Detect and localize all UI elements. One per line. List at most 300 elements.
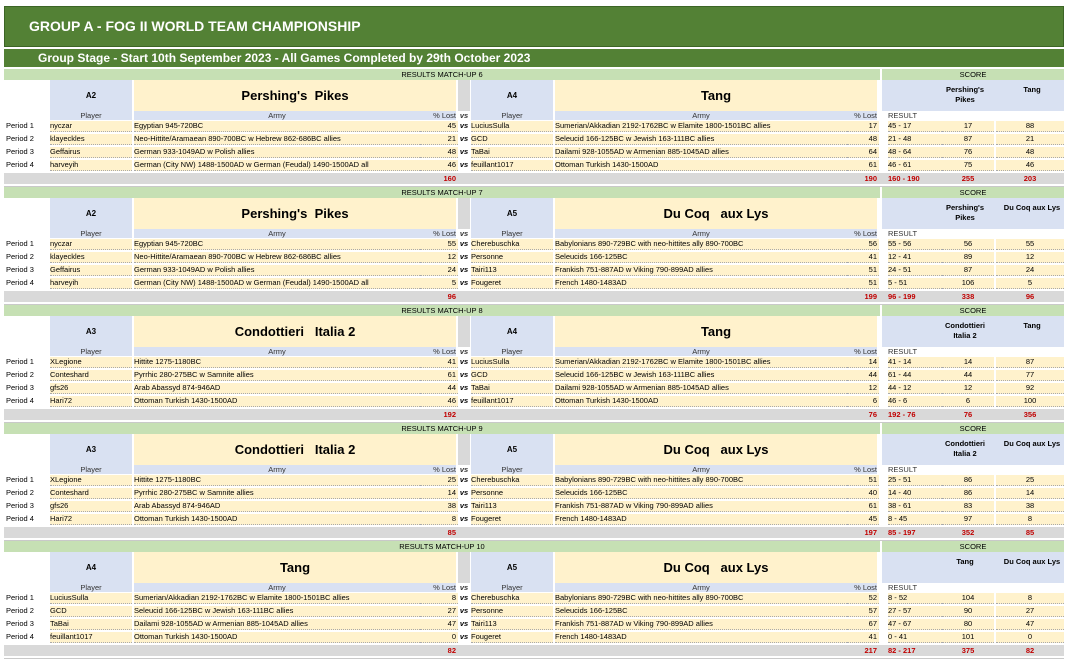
total-score-b: 82 [1025,646,1035,655]
col-result: RESULT [888,229,942,238]
total-result: 82 - 217 [888,646,916,655]
period-label: Period 2 [6,488,34,497]
vs-label: vs [459,619,469,628]
table-row [4,606,1064,616]
player-a: TaBai [50,619,132,630]
col-player-b: Player [471,347,553,356]
vs-gap [458,198,470,229]
army-a: German (City NW) 1488-1500AD w German (Feudal) 1490-1500AD all [134,278,420,289]
score-header: SCORE [882,541,1064,552]
match-header: RESULTS MATCH-UP 10 [4,541,880,552]
vs-gap [458,434,470,465]
score-a-value: 56 [942,239,994,250]
army-a: Hittite 1275-1180BC [134,475,420,486]
army-a: Egyptian 945-720BC [134,121,420,132]
player-b: Personne [471,252,553,263]
army-b: Sumerian/Akkadian 2192-1762BC w Elamite 1800-1501BC allies [555,357,847,368]
total-result: 192 - 76 [888,410,916,419]
table-row [4,383,1064,393]
lost-a: 5 [420,278,458,289]
player-b: Fougeret [471,514,553,525]
player-a: klayeckles [50,252,132,263]
total-lost-a: 82 [447,646,456,655]
match-header: RESULTS MATCH-UP 9 [4,423,880,434]
army-b: Sumerian/Akkadian 2192-1762BC w Elamite 1800-1501BC allies [555,121,847,132]
table-row [4,147,1064,157]
score-b-value: 24 [996,265,1064,276]
player-b: Fougeret [471,278,553,289]
score-a-value: 87 [942,134,994,145]
score-a-value: 44 [942,370,994,381]
total-score-a: 352 [961,528,975,537]
army-b: Babylonians 890-729BC with neo-hittites ally 890-700BC [555,475,847,486]
match-block [4,187,1064,305]
col-army-b: Army [555,465,847,474]
col-army-a: Army [134,111,420,120]
score-b-value: 21 [996,134,1064,145]
period-label: Period 1 [6,475,34,484]
matches-container [4,69,1064,659]
table-row [4,475,1064,485]
lost-b: 51 [847,278,879,289]
result-value: 44 - 12 [888,383,942,394]
score-a-value: 90 [942,606,994,617]
result-value: 46 - 61 [888,160,942,171]
period-label: Period 3 [6,501,34,510]
lost-b: 41 [847,252,879,263]
vs-label: vs [459,501,469,510]
army-a: Ottoman Turkish 1430-1500AD [134,632,420,643]
period-label: Period 1 [6,121,34,130]
col-lost-b: % Lost [847,465,877,474]
army-a: Neo-Hittite/Aramaean 890-700BC w Hebrew 862-686BC allies [134,252,420,263]
player-b: Tairi113 [471,501,553,512]
col-vs: vs [459,229,469,238]
lost-b: 67 [847,619,879,630]
score-header: SCORE [882,69,1064,80]
col-lost-a: % Lost [420,229,456,238]
lost-b: 45 [847,514,879,525]
score-a-value: 104 [942,593,994,604]
table-row [4,501,1064,511]
score-a-value: 75 [942,160,994,171]
army-a: German 933-1049AD w Polish allies [134,147,420,158]
vs-label: vs [459,134,469,143]
col-lost-b: % Lost [847,111,877,120]
match-header: RESULTS MATCH-UP 8 [4,305,880,316]
score-b-value: 38 [996,501,1064,512]
lost-a: 48 [420,147,458,158]
result-value: 47 - 67 [888,619,942,630]
score-b-value: 12 [996,252,1064,263]
score-a-value: 106 [942,278,994,289]
total-lost-b: 197 [864,528,877,537]
score-b-value: 14 [996,488,1064,499]
army-b: Dailami 928-1055AD w Armenian 885-1045AD allies [555,147,847,158]
result-value: 61 - 44 [888,370,942,381]
period-label: Period 3 [6,383,34,392]
lost-b: 56 [847,239,879,250]
col-lost-a: % Lost [420,583,456,592]
score-a-value: 14 [942,357,994,368]
army-b: Seleucids 166-125BC [555,252,847,263]
period-label: Period 3 [6,619,34,628]
page-subtitle: Group Stage - Start 10th September 2023 - All Games Completed by 29th October 2023 [38,51,531,65]
total-lost-a: 85 [447,528,456,537]
army-b: Seleucids 166-125BC [555,606,847,617]
player-a: gfs26 [50,501,132,512]
total-score-a: 338 [961,292,975,301]
total-score-a: 76 [963,410,973,419]
score-a-value: 12 [942,383,994,394]
lost-a: 38 [420,501,458,512]
lost-b: 51 [847,265,879,276]
score-a-value: 87 [942,265,994,276]
totals-row [4,291,1064,302]
team-b-name: Tang [555,316,877,347]
vs-label: vs [459,265,469,274]
table-row [4,265,1064,275]
col-army-a: Army [134,229,420,238]
score-b-value: 47 [996,619,1064,630]
table-row [4,514,1064,524]
player-b: Tairi113 [471,265,553,276]
col-vs: vs [459,465,469,474]
col-army-b: Army [555,347,847,356]
result-value: 5 - 51 [888,278,942,289]
lost-a: 25 [420,475,458,486]
period-label: Period 2 [6,606,34,615]
lost-a: 44 [420,383,458,394]
army-a: German (City NW) 1488-1500AD w German (Feudal) 1490-1500AD all [134,160,420,171]
score-team-header [882,80,1064,111]
total-lost-a: 96 [447,292,456,301]
player-b: Personne [471,488,553,499]
total-lost-b: 199 [864,292,877,301]
result-value: 0 - 41 [888,632,942,643]
col-player-b: Player [471,229,553,238]
player-b: Cherebuschka [471,475,553,486]
col-lost-b: % Lost [847,347,877,356]
score-team-b-label: Du Coq aux Lys [1003,557,1061,566]
period-label: Period 2 [6,370,34,379]
col-player-a: Player [50,583,132,592]
vs-gap [458,552,470,583]
score-b-value: 8 [996,514,1064,525]
team-a-code: A2 [50,198,132,229]
lost-a: 27 [420,606,458,617]
team-b-name: Du Coq aux Lys [555,434,877,465]
player-a: Hari72 [50,514,132,525]
score-b-value: 77 [996,370,1064,381]
period-label: Period 2 [6,252,34,261]
army-b: Seleucids 166-125BC [555,488,847,499]
score-header: SCORE [882,187,1064,198]
total-score-b: 203 [1023,174,1037,183]
col-lost-a: % Lost [420,347,456,356]
score-a-value: 97 [942,514,994,525]
team-a-code: A4 [50,552,132,583]
total-result: 96 - 199 [888,292,916,301]
score-team-b-label: Tang [1023,321,1041,330]
vs-gap [458,316,470,347]
army-b: Frankish 751-887AD w Viking 790-899AD allies [555,501,847,512]
lost-b: 52 [847,593,879,604]
player-a: Conteshard [50,370,132,381]
player-b: TaBai [471,383,553,394]
lost-b: 12 [847,383,879,394]
total-lost-b: 217 [864,646,877,655]
score-team-a-label: Tang [956,557,974,566]
player-a: Conteshard [50,488,132,499]
period-label: Period 3 [6,147,34,156]
score-b-value: 88 [996,121,1064,132]
lost-a: 41 [420,357,458,368]
army-b: French 1480-1483AD [555,632,847,643]
team-a-code: A3 [50,316,132,347]
match-header: RESULTS MATCH-UP 7 [4,187,880,198]
period-label: Period 2 [6,134,34,143]
score-a-value: 101 [942,632,994,643]
score-team-a-label: Condottieri Italia 2 [945,439,985,458]
title-bar [4,6,1064,47]
team-b-code: A4 [471,316,553,347]
score-team-b-label: Du Coq aux Lys [1003,203,1061,212]
vs-label: vs [459,475,469,484]
match-block [4,69,1064,187]
score-a-value: 86 [942,475,994,486]
lost-a: 8 [420,593,458,604]
score-team-a-label: Pershing's Pikes [945,85,985,104]
army-b: Frankish 751-887AD w Viking 790-899AD allies [555,265,847,276]
score-b-value: 92 [996,383,1064,394]
army-a: Seleucid 166-125BC w Jewish 163-111BC allies [134,606,420,617]
lost-b: 17 [847,121,879,132]
player-a: nyczar [50,121,132,132]
vs-label: vs [459,488,469,497]
col-army-a: Army [134,347,420,356]
lost-a: 47 [420,619,458,630]
vs-gap [458,80,470,111]
score-b-value: 25 [996,475,1064,486]
lost-a: 46 [420,160,458,171]
army-b: Seleucid 166-125BC w Jewish 163-111BC allies [555,370,847,381]
col-vs: vs [459,583,469,592]
player-a: Geffairus [50,265,132,276]
score-a-value: 83 [942,501,994,512]
army-a: Hittite 1275-1180BC [134,357,420,368]
team-a-name: Condottieri Italia 2 [134,434,456,465]
vs-label: vs [459,632,469,641]
lost-b: 57 [847,606,879,617]
col-army-b: Army [555,111,847,120]
army-a: Sumerian/Akkadian 2192-1762BC w Elamite 1800-1501BC allies [134,593,420,604]
army-b: Babylonians 890-729BC with neo-hittites ally 890-700BC [555,239,847,250]
col-army-b: Army [555,583,847,592]
score-header: SCORE [882,423,1064,434]
table-row [4,252,1064,262]
vs-label: vs [459,147,469,156]
page-title: GROUP A - FOG II WORLD TEAM CHAMPIONSHIP [29,18,361,34]
army-b: Dailami 928-1055AD w Armenian 885-1045AD allies [555,383,847,394]
period-label: Period 1 [6,239,34,248]
score-team-header [882,316,1064,347]
player-a: gfs26 [50,383,132,394]
table-row [4,619,1064,629]
col-lost-a: % Lost [420,465,456,474]
table-row [4,239,1064,249]
score-b-value: 5 [996,278,1064,289]
col-result: RESULT [888,111,942,120]
lost-a: 55 [420,239,458,250]
team-a-code: A3 [50,434,132,465]
team-a-code: A2 [50,80,132,111]
army-a: Ottoman Turkish 1430-1500AD [134,514,420,525]
score-a-value: 89 [942,252,994,263]
player-a: harveyih [50,278,132,289]
army-b: Ottoman Turkish 1430-1500AD [555,160,847,171]
col-player-b: Player [471,465,553,474]
result-value: 21 - 48 [888,134,942,145]
period-label: Period 4 [6,160,34,169]
player-b: GCD [471,370,553,381]
score-team-b-label: Tang [1023,85,1041,94]
army-b: Seleucid 166-125BC w Jewish 163-111BC allies [555,134,847,145]
match-block [4,541,1064,659]
player-b: GCD [471,134,553,145]
player-a: XLegione [50,475,132,486]
player-a: GCD [50,606,132,617]
result-value: 24 - 51 [888,265,942,276]
vs-label: vs [459,593,469,602]
col-lost-a: % Lost [420,111,456,120]
player-a: LuciusSulla [50,593,132,604]
team-a-name: Pershing's Pikes [134,80,456,111]
team-b-code: A4 [471,80,553,111]
totals-row [4,173,1064,184]
table-row [4,121,1064,131]
team-b-name: Du Coq aux Lys [555,552,877,583]
score-b-value: 55 [996,239,1064,250]
lost-a: 0 [420,632,458,643]
period-label: Period 4 [6,632,34,641]
army-a: Egyptian 945-720BC [134,239,420,250]
player-a: harveyih [50,160,132,171]
result-value: 48 - 64 [888,147,942,158]
lost-b: 61 [847,160,879,171]
team-b-code: A5 [471,434,553,465]
total-score-a: 375 [961,646,975,655]
col-player-a: Player [50,111,132,120]
lost-b: 51 [847,475,879,486]
col-vs: vs [459,347,469,356]
player-a: feuillant1017 [50,632,132,643]
result-value: 8 - 52 [888,593,942,604]
score-a-value: 86 [942,488,994,499]
score-header: SCORE [882,305,1064,316]
score-a-value: 17 [942,121,994,132]
score-team-header [882,198,1064,229]
player-b: Tairi113 [471,619,553,630]
army-b: French 1480-1483AD [555,278,847,289]
lost-a: 45 [420,121,458,132]
team-b-name: Du Coq aux Lys [555,198,877,229]
result-value: 41 - 14 [888,357,942,368]
score-b-value: 46 [996,160,1064,171]
match-header: RESULTS MATCH-UP 6 [4,69,880,80]
army-a: Neo-Hittite/Aramaean 890-700BC w Hebrew 862-686BC allies [134,134,420,145]
result-value: 12 - 41 [888,252,942,263]
result-value: 27 - 57 [888,606,942,617]
vs-label: vs [459,383,469,392]
player-a: klayeckles [50,134,132,145]
score-b-value: 27 [996,606,1064,617]
army-b: Babylonians 890-729BC with neo-hittites ally 890-700BC [555,593,847,604]
lost-a: 12 [420,252,458,263]
total-lost-a: 192 [443,410,456,419]
vs-label: vs [459,252,469,261]
lost-b: 14 [847,357,879,368]
col-lost-b: % Lost [847,229,877,238]
table-row [4,160,1064,170]
subtitle-bar [4,49,1064,67]
score-b-value: 48 [996,147,1064,158]
player-b: LuciusSulla [471,357,553,368]
col-player-a: Player [50,465,132,474]
total-result: 85 - 197 [888,528,916,537]
table-row [4,370,1064,380]
total-lost-a: 160 [443,174,456,183]
lost-b: 44 [847,370,879,381]
team-b-code: A5 [471,198,553,229]
lost-b: 48 [847,134,879,145]
totals-row [4,645,1064,656]
col-player-a: Player [50,347,132,356]
army-a: Arab Abassyd 874-946AD [134,383,420,394]
army-a: Ottoman Turkish 1430-1500AD [134,396,420,407]
total-score-b: 96 [1025,292,1035,301]
vs-label: vs [459,278,469,287]
vs-label: vs [459,160,469,169]
total-score-a: 255 [961,174,975,183]
table-row [4,134,1064,144]
team-b-name: Tang [555,80,877,111]
result-value: 8 - 45 [888,514,942,525]
lost-a: 21 [420,134,458,145]
total-lost-b: 190 [864,174,877,183]
score-a-value: 6 [942,396,994,407]
col-army-b: Army [555,229,847,238]
vs-label: vs [459,606,469,615]
result-value: 55 - 56 [888,239,942,250]
score-team-header [882,552,1064,583]
table-row [4,488,1064,498]
lost-a: 46 [420,396,458,407]
col-player-a: Player [50,229,132,238]
total-lost-b: 76 [868,410,877,419]
match-block [4,305,1064,423]
result-value: 25 - 51 [888,475,942,486]
score-b-value: 8 [996,593,1064,604]
player-b: Cherebuschka [471,593,553,604]
vs-label: vs [459,121,469,130]
col-player-b: Player [471,583,553,592]
table-row [4,593,1064,603]
lost-a: 14 [420,488,458,499]
army-a: German 933-1049AD w Polish allies [134,265,420,276]
score-team-a-label: Pershing's Pikes [945,203,985,222]
totals-row [4,409,1064,420]
